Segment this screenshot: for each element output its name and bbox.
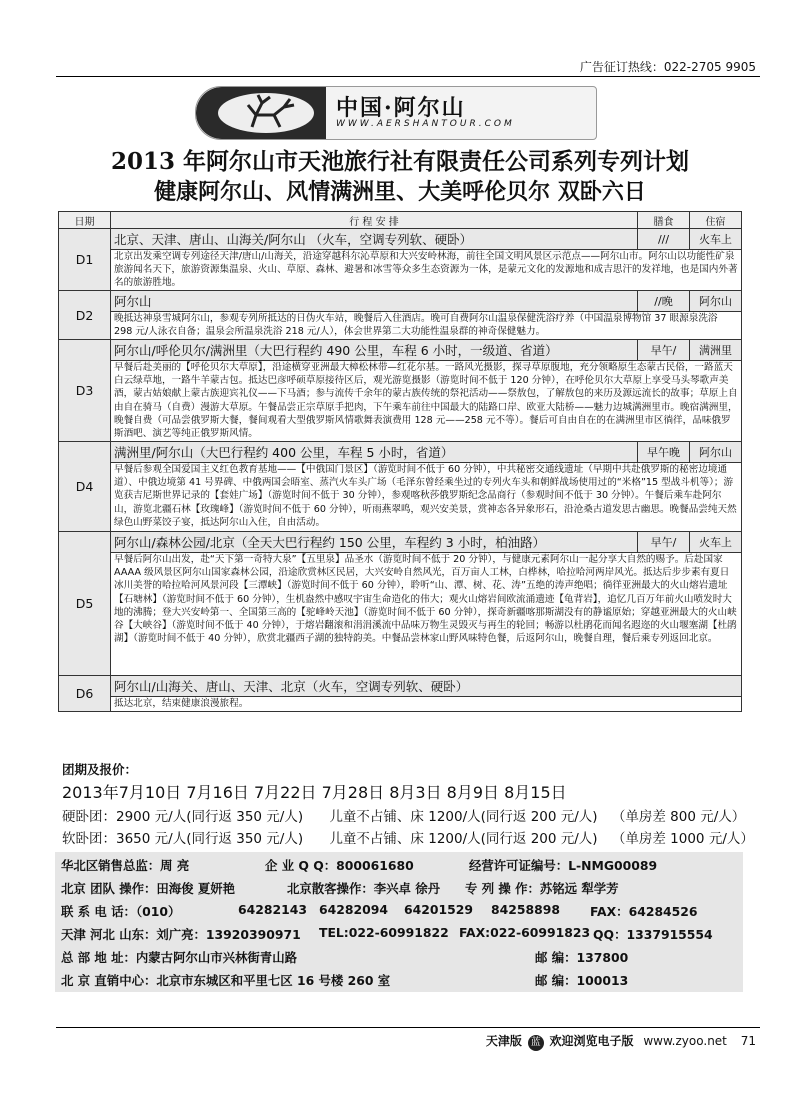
price-child: 儿童不占铺、床 1200/人(同行返 200 元/人) — [329, 809, 598, 825]
page-title: 2013 年阿尔山市天池旅行社有限责任公司系列专列计划 — [110, 148, 690, 175]
header-date: 日期 — [59, 212, 111, 229]
ad-hotline: 广告征订热线：022-2705 9905 — [579, 60, 756, 74]
regional-tel: TEL:022-60991822 — [319, 925, 449, 940]
footer-text: 欢迎浏览电子版 — [549, 1034, 634, 1048]
price-row — [62, 827, 762, 847]
header-meals: 膳食 — [638, 212, 690, 229]
itinerary-table — [58, 211, 742, 712]
contact-row — [61, 971, 629, 989]
contact-row — [61, 925, 713, 943]
day-route: 阿尔山/呼伦贝尔/满洲里（大巴行程约 490 公里，车程 6 小时，一级道、省道） — [111, 340, 638, 361]
day-label: D4 — [59, 442, 111, 532]
edition-badge-icon: 蓝 — [528, 1035, 544, 1051]
price-adult: 软卧团：3650 元/人(同行返 350 元/人) — [62, 831, 304, 847]
team-operators: 北京 团队 操作：田海俊 夏妍艳 — [61, 881, 236, 896]
day-desc: 北京出发乘空调专列途径天津/唐山/山海关，沿途穿越科尔沁草原和大兴安岭林海，前往全国文明风景区示范点——阿尔山市。阿尔山以功能性矿泉旅游闻名天下，旅游资源集温泉、火山、草原、森林、避暑和冰雪等众多生态资源为一体，是蒙元文化的发源地和成吉思汗的发祥地，也是国内外著名的旅游胜地。 — [111, 250, 742, 291]
beijing-postcode: 邮 编：100013 — [535, 973, 629, 988]
phone-number: 64282143 — [238, 902, 307, 917]
regional-qq: QQ：1337915554 — [593, 927, 713, 942]
prices-label: 团期及报价： — [62, 762, 138, 777]
hq-postcode: 邮 编：137800 — [535, 950, 629, 965]
day-hotel: 满洲里 — [690, 340, 742, 361]
table-header-row — [59, 212, 742, 229]
day-meals: 早午/ — [638, 532, 690, 553]
train-operators: 专 列 操 作：苏铭远 犁学芳 — [465, 881, 619, 896]
footer-site-link[interactable]: www.zyoo.net — [643, 1034, 727, 1048]
sales-director: 华北区销售总监：周 亮 — [61, 858, 190, 873]
day-route: 阿尔山/山海关、唐山、天津、北京（火车，空调专列软、硬卧） — [111, 676, 742, 697]
beijing-address: 北 京 直销中心：北京市东城区和平里七区 16 号楼 260 室 — [61, 973, 391, 988]
day-desc-row — [59, 250, 742, 291]
day-hotel: 火车上 — [690, 532, 742, 553]
company-qq: 企 业 Q Q：800061680 — [265, 858, 414, 873]
day-desc: 抵达北京，结束健康浪漫旅程。 — [111, 697, 742, 712]
day-desc-row — [59, 312, 742, 340]
day-route-row — [59, 340, 742, 361]
phone-label: 联 系 电 话：（010） — [61, 904, 181, 919]
hq-address: 总 部 地 址：内蒙古阿尔山市兴林街青山路 — [61, 950, 297, 965]
day-route: 阿尔山 — [111, 291, 638, 312]
day-route-row — [59, 229, 742, 250]
day-label: D1 — [59, 229, 111, 291]
day-route: 满洲里/阿尔山（大巴行程约 400 公里，车程 5 小时，省道） — [111, 442, 638, 463]
phone-number: 84258898 — [491, 902, 560, 917]
day-label: D3 — [59, 340, 111, 442]
prices-section — [62, 760, 762, 847]
price-row — [62, 805, 762, 825]
bottom-divider — [56, 1027, 760, 1028]
day-hotel: 火车上 — [690, 229, 742, 250]
price-child: 儿童不占铺、床 1200/人(同行返 200 元/人) — [329, 831, 598, 847]
deer-logo — [196, 87, 326, 139]
price-single: （单房差 1000 元/人） — [611, 831, 754, 847]
brand-url: WWW.AERSHANTOUR.COM — [336, 119, 515, 129]
price-adult: 硬卧团：2900 元/人(同行返 350 元/人) — [62, 809, 304, 825]
brand-name: 中国·阿尔山 — [336, 95, 466, 121]
day-label: D6 — [59, 676, 111, 712]
page-subtitle: 健康阿尔山、风情满洲里、大美呼伦贝尔 双卧六日 — [154, 179, 646, 205]
day-meals: 早午/ — [638, 340, 690, 361]
day-label: D5 — [59, 532, 111, 676]
contact-box — [55, 852, 743, 992]
phone-number: 64201529 — [404, 902, 473, 917]
contact-row — [61, 902, 698, 920]
day-desc: 晚抵达神泉雪城阿尔山，参观专列所抵达的日伪火车站，晚餐后入住酒店。晚可自费阿尔山温泉保健洗浴疗养（中国温泉博物馆 37 眼源泉洗浴 298 元/人泳衣自备；温泉会所温泉洗浴 218 元/人），体会世界第二大功能性温泉群的神奇保健魅力。 — [111, 312, 742, 340]
day-desc-row — [59, 697, 742, 712]
page-number: 71 — [740, 1034, 756, 1048]
day-route-row — [59, 291, 742, 312]
individual-operators: 北京散客操作：李兴卓 徐丹 — [287, 881, 441, 896]
regional-contact: 天津 河北 山东：刘广亮：13920390971 — [61, 927, 301, 942]
day-desc: 早餐后赴美丽的【呼伦贝尔大草原】，沿途横穿亚洲最大樟松林带—红花尔基。一路风光摄影，探寻草原腹地，充分领略原生态蒙古民俗，一路蓝天白云绿草地，一路牛羊蒙古包。抵达巴彦呼硕草原接待区后，观光游览摄影（游览时间不低于 120 分钟），在呼伦贝尔大草原上享受马头琴歌声美酒，蒙古姑娘献上蒙古族迎宾礼仪——下马酒；参与流传千余年的蒙古族传统的祭祀活动——祭敖包，了解敖包的来历及源远流长的故事；草原上自由自在骑马（自费）漫游大草原。午餐品尝正宗草原手把肉，下午乘车前往中国最大的陆路口岸、欧亚大陆桥——魅力边城满洲里市。晚宿满洲里，晚餐自费（可品尝俄罗斯大餐，餐间观看大型俄罗斯风情歌舞表演费用 128 元——258 元不等）。餐后可自由自在的在满洲里市区徜徉，品味俄罗斯酒吧、演艺等纯正俄罗斯风情。 — [111, 361, 742, 442]
phone-number: 64282094 — [319, 902, 388, 917]
header-hotel: 住宿 — [690, 212, 742, 229]
contact-row — [61, 879, 619, 897]
license-number: 经营许可证编号：L-NMG00089 — [469, 858, 658, 873]
day-desc: 早餐后参观全国爱国主义红色教育基地——【中俄国门景区】（游览时间不低于 60 分钟），中共秘密交通线遗址（早期中共赴俄罗斯的秘密边境通道）、中俄边境第 41 号界碑、中俄两国会晤室、蒸汽火车头广场（毛泽东曾经乘坐过的专列火车头和朝鲜战场使用过的“米格”15 型战斗机等）；游览获吉尼斯世界记录的【套娃广场】（游览时间不低于 30 分钟），参观喀秋莎俄罗斯纪念品商行（参观时间不低于 30 分钟）。午餐后乘车赴阿尔山，游览北疆石林【玫瑰峰】（游览时间不低于 60 分钟），听雨燕翠鸣，观兴安美景，赏神态各异象形石，沿沧桑古道发思古幽思。晚餐品尝纯天然绿色山野菜饺子宴，抵达阿尔山入住，自由活动。 — [111, 463, 742, 532]
page-footer — [486, 1032, 756, 1051]
departure-dates: 2013年7月10日 7月16日 7月22日 7月28日 8月3日 8月9日 8月15日 — [62, 783, 567, 802]
fax-number: FAX：64284526 — [590, 904, 698, 919]
day-route-row — [59, 442, 742, 463]
day-route: 阿尔山/森林公园/北京（全天大巴行程约 150 公里，车程约 3 小时，柏油路） — [111, 532, 638, 553]
edition-label: 天津版 — [485, 1034, 522, 1048]
header-plan: 行 程 安 排 — [111, 212, 638, 229]
price-single: （单房差 800 元/人） — [611, 809, 746, 825]
top-divider — [56, 76, 760, 77]
day-meals: 早午晚 — [638, 442, 690, 463]
contact-row — [61, 948, 629, 966]
contact-row — [61, 856, 658, 874]
day-desc: 早餐后阿尔山出发，赴“天下第一奇特大泉”【五里泉】品圣水（游览时间不低于 20 分钟），与健康元素阿尔山一起分享大自然的赐予。后赴国家 AAAA 级风景区阿尔山国家森林公园，沿途欣赏林区民居，大兴安岭自然风光，百万亩人工林，白桦林，哈拉哈河两岸风光。抵达后步步素有夏日冰川美誉的哈拉哈河风景河段【三潭峡】（游览时间不低于 60 分钟），聆听“山、潭、树、花、涛”五绝的涛声绝唱；徜徉亚洲最大的火山熔岩遗址【石塘林】（游览时间不低于 60 分钟），生机盎然中感叹宇宙生命造化的伟大；观火山熔岩间欧流涌遗迹【龟背岩】，追忆几百万年前火山喷发时大地的沸腾；登大兴安岭第一、全国第三高的【驼峰岭天池】（游览时间不低于 60 分钟），探奇新疆喀那斯湖没有的静谧原始；穿越亚洲最大的火山峡谷【大峡谷】（游览时间不低于 40 分钟），于熔岩翻滚和涓涓溪流中品味万物生灵毁灭与再生的轮回；畅游以杜鹃花而闻名遐迩的火山堰塞湖【杜鹃湖】（游览时间不低于 40 分钟），欣赏北疆西子湖的独特韵美。中餐品尝林家山野风味特色餐，后返阿尔山，晚餐自理，餐后乘专列返回北京。 — [111, 553, 742, 676]
day-label: D2 — [59, 291, 111, 340]
day-meals: /// — [638, 229, 690, 250]
day-desc-row — [59, 361, 742, 442]
brand-banner — [195, 86, 597, 140]
day-meals: //晚 — [638, 291, 690, 312]
day-hotel: 阿尔山 — [690, 291, 742, 312]
day-desc-row — [59, 463, 742, 532]
day-desc-row — [59, 553, 742, 676]
day-route-row — [59, 532, 742, 553]
day-route-row — [59, 676, 742, 697]
day-route: 北京、天津、唐山、山海关/阿尔山 （火车，空调专列软、硬卧） — [111, 229, 638, 250]
day-hotel: 阿尔山 — [690, 442, 742, 463]
regional-fax: FAX:022-60991823 — [459, 925, 591, 940]
